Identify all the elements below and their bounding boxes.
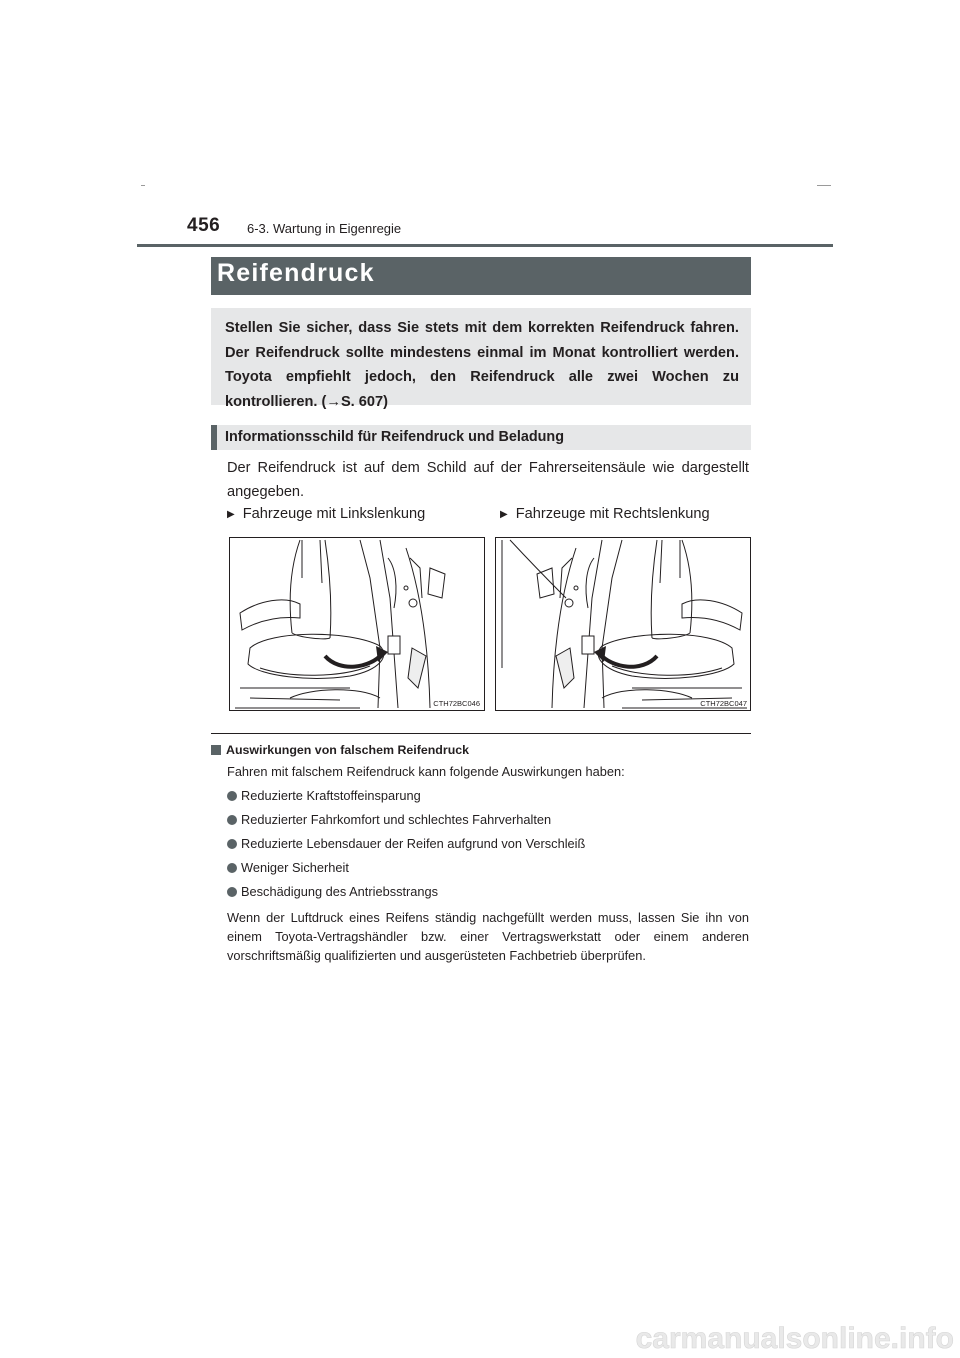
bullet-dot-icon xyxy=(227,863,237,873)
list-item-text: Weniger Sicherheit xyxy=(241,860,349,875)
figure-label-left-text: Fahrzeuge mit Linkslenkung xyxy=(242,506,426,522)
figure-right-hand-drive xyxy=(495,537,751,711)
effects-heading xyxy=(211,743,469,757)
list-item xyxy=(227,860,349,875)
figure-left-hand-drive xyxy=(229,537,485,711)
seat-illustration-right xyxy=(496,538,751,711)
list-item-text: Reduzierte Kraftstoffeinsparung xyxy=(241,788,421,803)
bullet-dot-icon xyxy=(227,815,237,825)
bullet-dot-icon xyxy=(227,887,237,897)
triangle-bullet-icon: ▶ xyxy=(500,509,508,520)
triangle-bullet-icon: ▶ xyxy=(227,509,235,520)
page-title: Reifendruck xyxy=(211,257,751,295)
intro-text: Stellen Sie sicher, dass Sie stets mit dem korrekten Reifendruck fahren. Der Reifendruck sollte mindestens einmal im Monat kontrolliert werden. Toyota empfiehlt jedoch, den Reifendruck alle zwei Wochen zu kontrollieren. (→S. 607) xyxy=(225,320,739,410)
figure-label-left xyxy=(227,506,425,522)
watermark xyxy=(600,1318,960,1358)
list-item-text: Beschädigung des Antriebsstrangs xyxy=(241,884,439,899)
effects-closing-text: Wenn der Luftdruck eines Reifens ständig nachgefüllt werden muss, lassen Sie ihn von einem Toyota-Vertragshändler bzw. einer Vertragswerkstatt oder einem anderen vorschriftsmäßig qualifizierten und ausgerüsteten Fachbetrieb überprüfen. xyxy=(227,910,749,963)
list-item xyxy=(227,812,551,827)
list-item xyxy=(227,836,585,851)
effects-heading-text: Auswirkungen von falschem Reifendruck xyxy=(226,743,470,757)
crop-mark-left xyxy=(141,185,145,186)
list-item xyxy=(227,788,421,803)
figure-label-right-text: Fahrzeuge mit Rechtslenkung xyxy=(515,506,710,522)
seat-illustration-left xyxy=(230,538,485,711)
intro-box xyxy=(211,308,751,410)
list-item-text: Reduzierte Lebensdauer der Reifen aufgrund von Verschleiß xyxy=(241,836,586,851)
effects-intro: Fahren mit falschem Reifendruck kann folgende Auswirkungen haben: xyxy=(227,764,625,779)
header-rule xyxy=(137,244,833,247)
effects-rule xyxy=(211,733,751,734)
bullet-dot-icon xyxy=(227,791,237,801)
page-number: 456 xyxy=(187,215,221,236)
figure-label-right xyxy=(500,506,710,522)
section-label: 6-3. Wartung in Eigenregie xyxy=(247,221,402,236)
watermark-text: carmanualsonline.info xyxy=(635,1322,954,1355)
figure-code-left: CTH72BC046 xyxy=(433,699,480,708)
bullet-dot-icon xyxy=(227,839,237,849)
subsection-body: Der Reifendruck ist auf dem Schild auf der Fahrerseitensäule wie dargestellt angegeben. xyxy=(227,460,749,500)
subsection-heading: Informationsschild für Reifendruck und Beladung xyxy=(211,425,751,450)
square-bullet-icon xyxy=(211,745,221,755)
list-item xyxy=(227,884,438,899)
list-item-text: Reduzierter Fahrkomfort und schlechtes Fahrverhalten xyxy=(241,812,552,827)
figure-code-right: CTH72BC047 xyxy=(700,699,747,708)
crop-mark-right xyxy=(817,185,831,186)
